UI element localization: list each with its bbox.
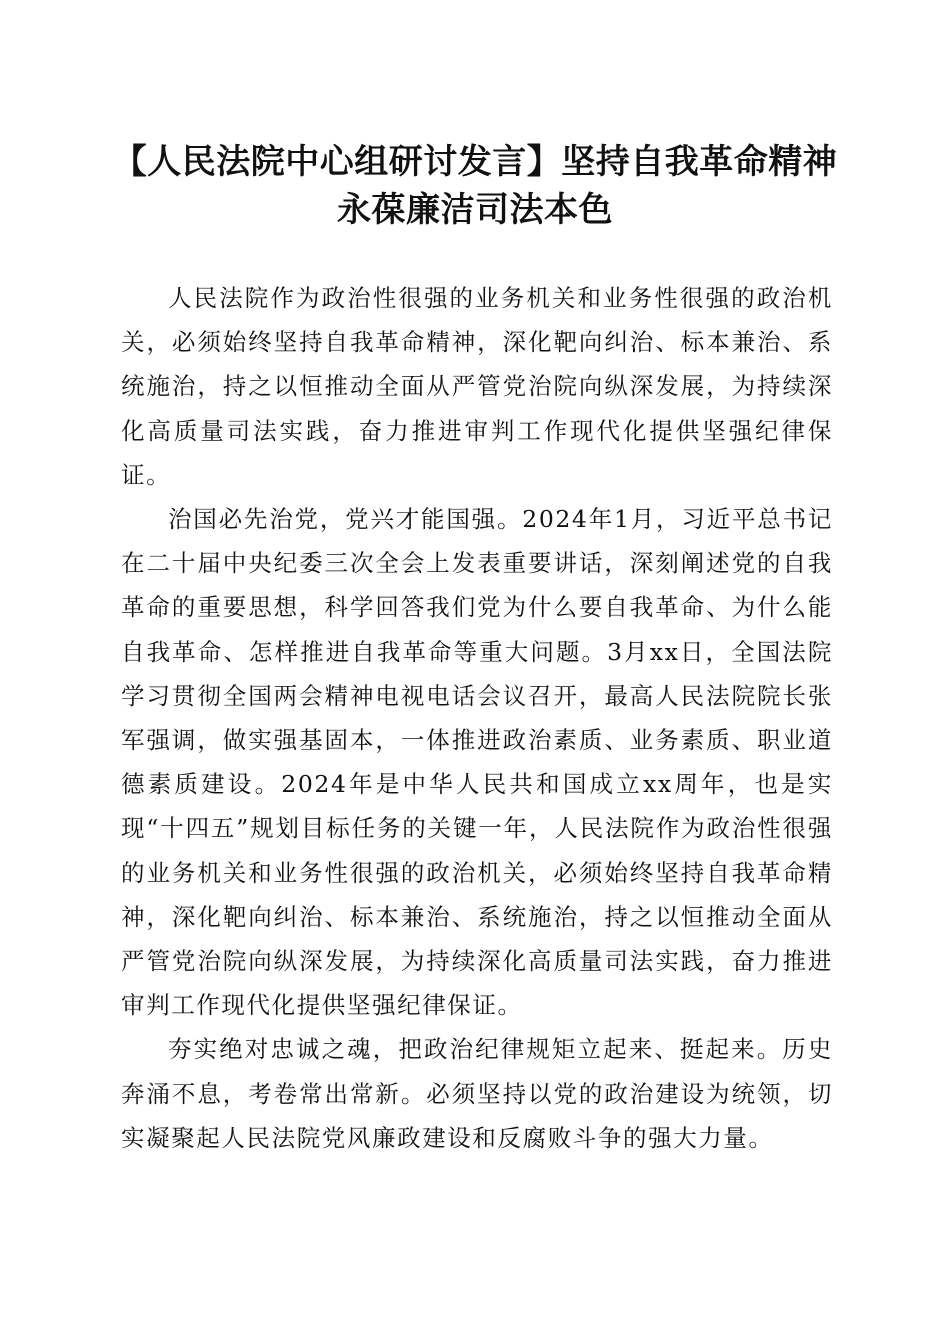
paragraph-1: 人民法院作为政治性很强的业务机关和业务性很强的政治机关，必须始终坚持自我革命精神，深化靶向纠治、标本兼治、系统施治，持之以恒推动全面从严管党治院向纵深发展，为持续深化高质量司法实践，奋力推进审判工作现代化提供坚强纪律保证。 [121, 284, 833, 489]
document-title: 【人民法院中心组研讨发言】坚持自我革命精神永葆廉洁司法本色 [112, 142, 838, 230]
document-body [121, 276, 833, 1160]
paragraph-2: 治国必先治党，党兴才能国强。2024年1月，习近平总书记在二十届中央纪委三次全会上发表重要讲话，深刻阐述党的自我革命的重要思想，科学回答我们党为什么要自我革命、为什么能自我革命、怎样推进自我革命等重大问题。3月xx日，全国法院学习贯彻全国两会精神电视电话会议召开，最高人民法院院长张军强调，做实强基固本，一体推进政治素质、业务素质、职业道德素质建设。2024年是中华人民共和国成立xx周年，也是实现“十四五”规划目标任务的关键一年，人民法院作为政治性很强的业务机关和业务性很强的政治机关，必须始终坚持自我革命精神，深化靶向纠治、标本兼治、系统施治，持之以恒推动全面从严管党治院向纵深发展，为持续深化高质量司法实践，奋力推进审判工作现代化提供坚强纪律保证。 [121, 505, 833, 1020]
paragraph-3: 夯实绝对忠诚之魂，把政治纪律规矩立起来、挺起来。历史奔涌不息，考卷常出常新。必须坚持以党的政治建设为统领，切实凝聚起人民法院党风廉政建设和反腐败斗争的强大力量。 [121, 1035, 833, 1152]
